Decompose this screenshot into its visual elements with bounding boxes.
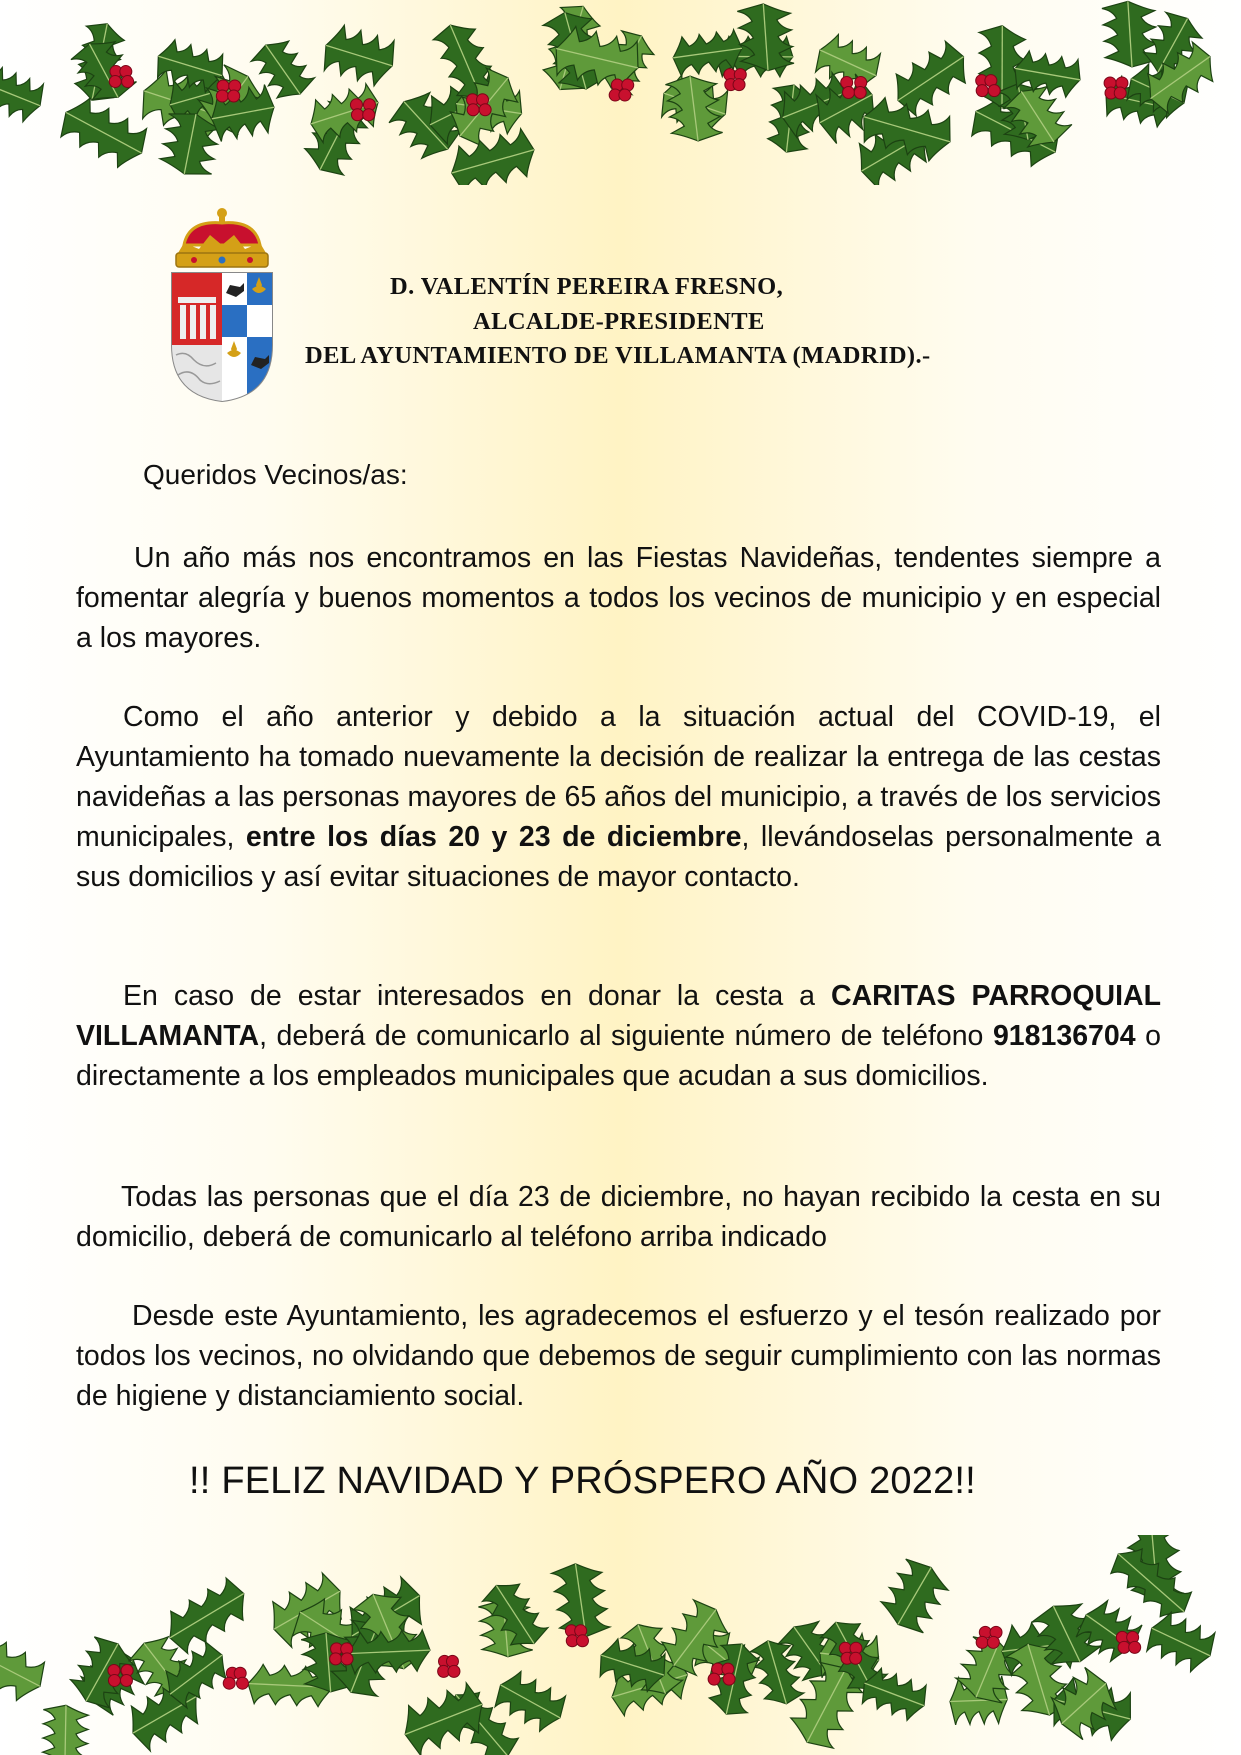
paragraph-2-text: Como el año anterior y debido a la situación actual del COVID-19, el Ayuntamiento ha tomado nuevamente la decisión de realizar la entrega de las cestas navideñas a las personas mayores de 65 años del municipio, a través de los servicios municipales,: [76, 701, 1161, 853]
paragraph-3-text-middle: , deberá de comunicarlo al siguiente número de teléfono: [259, 1020, 993, 1052]
paragraph-5: Desde este Ayuntamiento, les agradecemos el esfuerzo y el tesón realizado por todos los vecinos, no olvidando que debemos de seguir cumplimiento con las normas de higiene y distanciamiento social.: [76, 1300, 1161, 1412]
paragraph-2-text-end: , llevándoselas personalmente a sus domicilios y así evitar situaciones de mayor contacto.: [76, 821, 1161, 893]
paragraph-3-text-end: o directamente a los empleados municipales que acudan a sus domicilios.: [76, 1020, 1161, 1092]
mayor-title: ALCALDE-PRESIDENTE: [473, 307, 765, 335]
paragraph-1: Un año más nos encontramos en las Fiestas Navideñas, tendentes siempre a fomentar alegría y buenos momentos a todos los vecinos de municipio y en especial a los mayores.: [76, 542, 1161, 654]
letter-header: [290, 270, 1050, 374]
closing-greeting: [0, 1460, 1241, 1503]
phone-number: 918136704: [992, 1020, 1136, 1052]
town-hall-name: DEL AYUNTAMIENTO DE VILLAMANTA (MADRID).-: [305, 342, 931, 369]
paragraph-2: [76, 697, 1161, 897]
charity-name: CARITAS PARROQUIAL VILLAMANTA: [76, 980, 1162, 1052]
greeting: Queridos Vecinos/as:: [143, 459, 408, 490]
paragraph-3-text: En caso de estar interesados en donar la cesta a: [123, 980, 832, 1012]
villamanta-coat-of-arms-icon: [164, 205, 280, 405]
delivery-dates: entre los días 20 y 23 de diciembre: [245, 821, 742, 853]
top-holly-garland-icon: [0, 0, 1241, 185]
paragraph-3: [76, 976, 1161, 1096]
paragraph-4: Todas las personas que el día 23 de diciembre, no hayan recibido la cesta en su domicilio, deberá de comunicarlo al teléfono arriba indicado: [76, 1181, 1161, 1253]
mayor-name: D. VALENTÍN PEREIRA FRESNO,: [390, 273, 784, 300]
bottom-holly-garland-icon: [0, 1535, 1241, 1755]
closing-text: !! FELIZ NAVIDAD Y PRÓSPERO AÑO 2022!!: [189, 1460, 976, 1502]
